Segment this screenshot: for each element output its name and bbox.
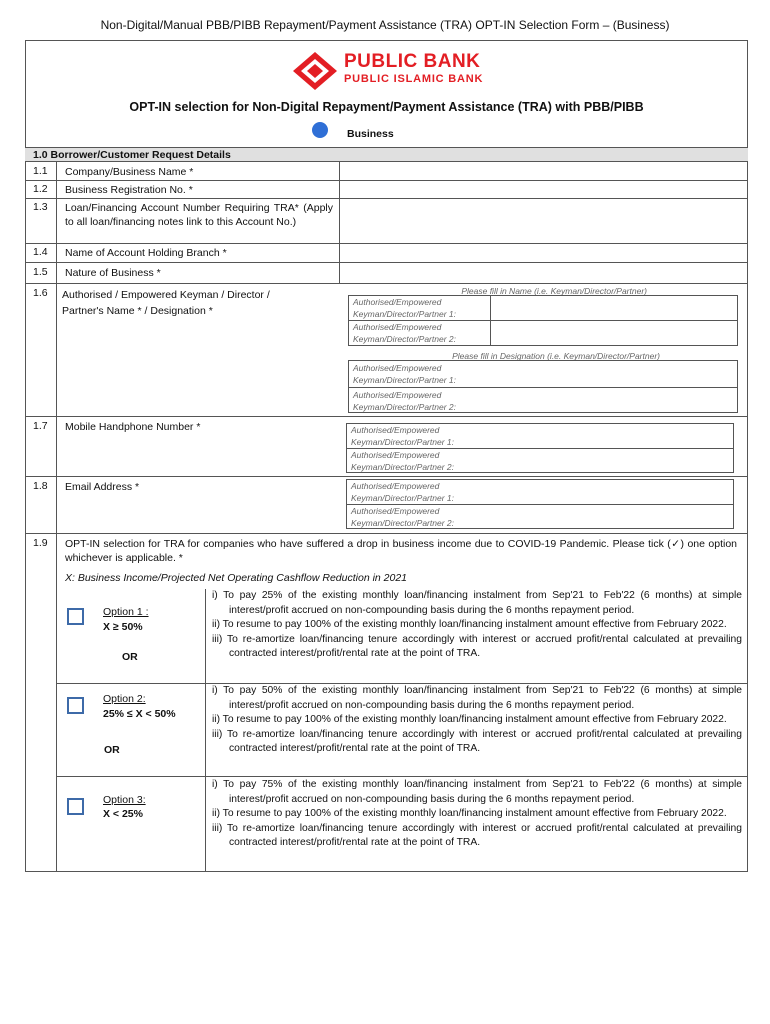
label-account-number: Loan/Financing Account Number Requiring TRA* (Apply to all loan/financing notes link to this Account No.) — [65, 202, 333, 228]
form-title: OPT-IN selection for Non-Digital Repayment/Payment Assistance (TRA) with PBB/PIBB — [129, 100, 644, 114]
label-email-address: Email Address * — [65, 481, 140, 493]
nature-of-business-input[interactable] — [339, 262, 748, 283]
option-3-term-i: i) To pay 75% of the existing monthly loan/financing instalment from Sep'21 to Feb'22 (6 months) at simple interest/profit accrued on non-compounding basis during the 6 months repayment period. — [212, 779, 742, 805]
option-2-term-i: i) To pay 50% of the existing monthly loan/financing instalment from Sep'21 to Feb'22 (6 months) at simple interest/profit accrued on non-compounding basis during the 6 months repayment period. — [212, 685, 742, 711]
option-1-term-i: i) To pay 25% of the existing monthly loan/financing instalment from Sep'21 to Feb'22 (6 months) at simple interest/profit accrued on non-compounding basis during the 6 months repayment period. — [212, 590, 742, 616]
option-3-checkbox[interactable] — [67, 798, 84, 815]
option-3-terms — [212, 778, 742, 851]
option-1-name: Option 1 : — [103, 606, 149, 618]
row-number-1-8: 1.8 — [33, 480, 48, 492]
name-partner-1-input[interactable] — [491, 296, 738, 320]
option-1-condition: X ≥ 50% — [103, 621, 143, 633]
option-3-name: Option 3: — [103, 794, 146, 806]
option-2-term-ii: ii) To resume to pay 100% of the existing monthly loan/financing instalment amount effective from February 2022. — [212, 714, 727, 726]
mobile-partner-1-input[interactable] — [482, 424, 734, 448]
option-1-term-iii: iii) To re-amortize loan/financing tenure accordingly with interest or accrued profit/rental calculated at prevailing contracted interest/profit/rental rate at the point of TRA. — [212, 633, 742, 660]
designation-partner-1-input[interactable] — [491, 361, 738, 387]
option-1-term-ii: ii) To resume to pay 100% of the existing monthly loan/financing instalment amount effective from February 2022. — [212, 619, 727, 631]
email-partner-2-input[interactable] — [482, 505, 734, 529]
option-3-term-ii: ii) To resume to pay 100% of the existing monthly loan/financing instalment amount effective from February 2022. — [212, 808, 727, 820]
option-2-name: Option 2: — [103, 693, 146, 705]
label-keyman-name-designation: Authorised / Empowered Keyman / Director / Partner's Name * / Designation * — [62, 289, 270, 317]
name-partner-2-input[interactable] — [491, 321, 738, 345]
row-number-1-7: 1.7 — [33, 420, 48, 432]
or-separator-1: OR — [122, 651, 138, 663]
public-bank-logo — [292, 51, 522, 91]
option-3-term-iii: iii) To re-amortize loan/financing tenure accordingly with interest or accrued profit/rental calculated at prevailing contracted interest/profit/rental rate at the point of TRA. — [212, 822, 742, 849]
holding-branch-input[interactable] — [339, 243, 748, 262]
bank-emblem-icon — [292, 51, 338, 91]
row-number-1-1: 1.1 — [33, 165, 48, 177]
label-holding-branch: Name of Account Holding Branch * — [65, 247, 227, 259]
option-1-checkbox[interactable] — [67, 608, 84, 625]
keyman-designation-box — [348, 360, 738, 413]
row-number-1-3: 1.3 — [33, 201, 48, 213]
or-separator-2: OR — [104, 744, 120, 756]
criteria-definition: X: Business Income/Projected Net Operating Cashflow Reduction in 2021 — [65, 572, 408, 584]
label-mobile-partner-1: Authorised/Empowered Keyman/Director/Partner 1: — [351, 425, 454, 447]
label-nature-of-business: Nature of Business * — [65, 267, 161, 279]
row-number-1-6: 1.6 — [33, 287, 48, 299]
form-header: Non-Digital/Manual PBB/PIBB Repayment/Payment Assistance (TRA) OPT-IN Selection Form – (Business) — [100, 18, 670, 32]
business-radio-button[interactable] — [312, 122, 328, 138]
option-1-terms — [212, 589, 742, 662]
mobile-partner-2-input[interactable] — [482, 449, 734, 473]
option-2-term-iii: iii) To re-amortize loan/financing tenure accordingly with interest or accrued profit/rental calculated at prevailing contracted interest/profit/rental rate at the point of TRA. — [212, 728, 742, 755]
label-name-partner-1: Authorised/Empowered Keyman/Director/Partner 1: — [353, 297, 456, 319]
option-2-checkbox[interactable] — [67, 697, 84, 714]
business-reg-no-input[interactable] — [339, 180, 748, 198]
email-partner-1-input[interactable] — [482, 480, 734, 504]
row-number-1-4: 1.4 — [33, 246, 48, 258]
label-name-partner-2: Authorised/Empowered Keyman/Director/Partner 2: — [353, 322, 456, 344]
account-number-input[interactable] — [339, 198, 748, 243]
email-address-box — [346, 479, 734, 529]
label-mobile-number: Mobile Handphone Number * — [65, 421, 201, 433]
label-optin-selection: OPT-IN selection for TRA for companies who have suffered a drop in business income due to COVID-19 Pandemic. Please tick (✓) one option whichever is applicable. * — [65, 538, 737, 564]
section-header: 1.0 Borrower/Customer Request Details — [25, 147, 748, 162]
company-name-input[interactable] — [339, 162, 748, 180]
note-fill-name: Please fill in Name (i.e. Keyman/Director/Partner) — [461, 286, 647, 296]
label-mobile-partner-2: Authorised/Empowered Keyman/Director/Partner 2: — [351, 450, 454, 472]
logo-text-public-islamic-bank: PUBLIC ISLAMIC BANK — [344, 73, 484, 85]
label-designation-partner-1: Authorised/Empowered Keyman/Director/Partner 1: — [353, 363, 456, 385]
row-number-1-9: 1.9 — [33, 537, 48, 549]
option-2-terms — [212, 684, 742, 757]
row-number-1-5: 1.5 — [33, 266, 48, 278]
mobile-number-box — [346, 423, 734, 473]
logo-text-public-bank: PUBLIC BANK — [344, 51, 481, 72]
row-number-1-2: 1.2 — [33, 183, 48, 195]
label-email-partner-2: Authorised/Empowered Keyman/Director/Partner 2: — [351, 506, 454, 528]
note-fill-designation: Please fill in Designation (i.e. Keyman/Director/Partner) — [452, 351, 660, 361]
business-radio-label: Business — [347, 128, 394, 140]
label-business-reg-no: Business Registration No. * — [65, 184, 193, 196]
label-email-partner-1: Authorised/Empowered Keyman/Director/Partner 1: — [351, 481, 454, 503]
option-2-condition: 25% ≤ X < 50% — [103, 708, 176, 720]
option-3-condition: X < 25% — [103, 808, 143, 820]
keyman-name-box — [348, 295, 738, 346]
label-designation-partner-2: Authorised/Empowered Keyman/Director/Partner 2: — [353, 390, 456, 412]
label-company-name: Company/Business Name * — [65, 166, 194, 178]
designation-partner-2-input[interactable] — [491, 388, 738, 413]
